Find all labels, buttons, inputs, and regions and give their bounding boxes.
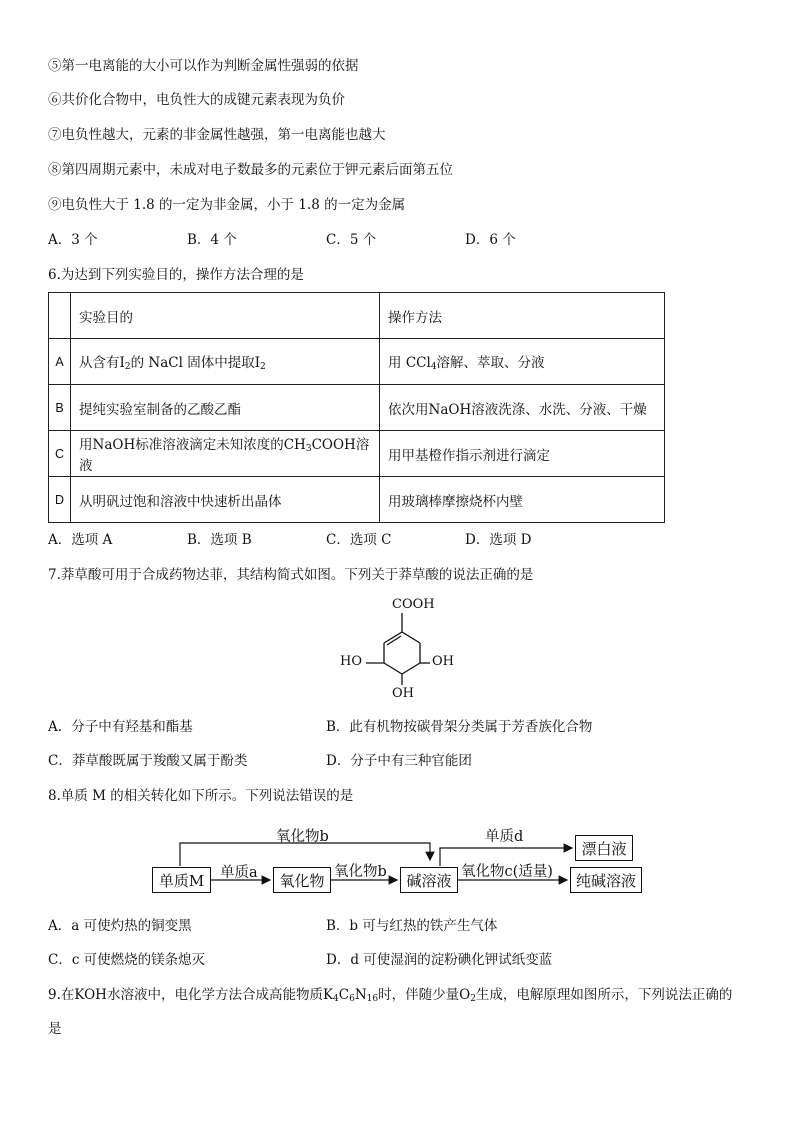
q6-option-a[interactable]: A．选项 A <box>48 532 113 548</box>
box-alkali: 碱溶液 <box>400 867 458 893</box>
q7-option-d[interactable]: D．分子中有三种官能团 <box>326 753 472 769</box>
q7-stem: 7.莽草酸可用于合成药物达菲，其结构简式如图。下列关于莽草酸的说法正确的是 <box>48 567 534 583</box>
table-header-aim: 实验目的 <box>71 293 380 339</box>
q9-stem: 9.在KOH水溶液中，电化学方法合成高能物质$K_4C_6N_{16}$时，伴随少量$O_2$生成，电解原理如图所示，下列说法正确的 <box>48 987 733 1004</box>
row-key: C <box>49 431 71 477</box>
box-oxide: 氧化物 <box>273 867 331 893</box>
statement-7: ⑦电负性越大，元素的非金属性越强，第一电离能也越大 <box>48 127 386 143</box>
label-c: 氧化物c(适量) <box>461 864 553 880</box>
ho-label: HO <box>340 654 362 669</box>
oh-label: OH <box>432 654 454 669</box>
arrow-oxide-b-top <box>180 843 430 866</box>
row-key: A <box>49 339 71 385</box>
q5-option-b[interactable]: B．4 个 <box>187 232 237 248</box>
q7-option-a[interactable]: A．分子中有羟基和酯基 <box>48 719 193 735</box>
q8-stem: 8.单质 M 的相关转化如下所示。下列说法错误的是 <box>48 788 354 804</box>
table-row <box>49 385 665 431</box>
q5-option-d[interactable]: D．6 个 <box>465 232 516 248</box>
table-header-method: 操作方法 <box>380 293 665 339</box>
row-key: B <box>49 385 71 431</box>
bond-ring <box>384 663 402 674</box>
q8-option-c[interactable]: C．c 可使燃烧的镁条熄灭 <box>48 952 206 968</box>
q8-option-d[interactable]: D．d 可使湿润的淀粉碘化钾试纸变蓝 <box>326 952 553 968</box>
row-method: 用玻璃棒摩擦烧杯内壁 <box>380 477 665 523</box>
box-bleach: 漂白液 <box>575 835 633 861</box>
q5-option-c[interactable]: C．5 个 <box>326 232 377 248</box>
q6-experiment-table <box>48 292 665 523</box>
row-aim: 从明矾过饱和溶液中快速析出晶体 <box>71 477 380 523</box>
row-aim: 用NaOH标准溶液滴定未知浓度的$CH_3COOH$溶液 <box>71 431 380 477</box>
oh-bottom-label: OH <box>392 686 414 701</box>
statement-9: ⑨电负性大于 1.8 的一定为非金属，小于 1.8 的一定为金属 <box>48 197 406 213</box>
bond-ring <box>402 663 420 674</box>
label-a: 单质a <box>220 865 258 881</box>
table-row <box>49 339 665 385</box>
q8-option-b[interactable]: B．b 可与红热的铁产生气体 <box>326 918 498 934</box>
box-soda: 纯碱溶液 <box>570 867 642 893</box>
row-method: 依次用NaOH溶液洗涤、水洗、分液、干燥 <box>380 385 665 431</box>
q6-option-c[interactable]: C．选项 C <box>326 532 392 548</box>
row-method: 用 CCl$_4$溶解、萃取、分液 <box>380 339 665 385</box>
label-oxide-b: 氧化物b <box>334 864 387 880</box>
cooh-label: COOH <box>392 597 435 612</box>
label-d: 单质d <box>485 829 524 845</box>
row-aim: 提纯实验室制备的乙酸乙酯 <box>71 385 380 431</box>
table-row <box>49 431 665 477</box>
shikimic-acid-structure <box>330 595 470 705</box>
table-header-row <box>49 293 665 339</box>
row-aim: 从含有$I_2$的 NaCl 固体中提取$I_2$ <box>71 339 380 385</box>
q9-stem-line2: 是 <box>48 1021 62 1037</box>
q8-option-a[interactable]: A．a 可使灼热的铜变黑 <box>48 918 192 934</box>
q7-option-b[interactable]: B．此有机物按碳骨架分类属于芳香族化合物 <box>326 719 593 735</box>
q6-option-b[interactable]: B．选项 B <box>187 532 252 548</box>
bond-ring <box>402 632 420 643</box>
label-oxide-b-top: 氧化物b <box>276 829 329 845</box>
q7-option-c[interactable]: C．莽草酸既属于羧酸又属于酚类 <box>48 753 248 769</box>
q6-option-d[interactable]: D．选项 D <box>465 532 532 548</box>
box-m: 单质M <box>152 867 211 893</box>
statement-6: ⑥共价化合物中，电负性大的成键元素表现为负价 <box>48 92 345 108</box>
q5-option-a[interactable]: A．3 个 <box>48 232 98 248</box>
q6-stem: 6.为达到下列实验目的，操作方法合理的是 <box>48 267 304 283</box>
table-row <box>49 477 665 523</box>
statement-5: ⑤第一电离能的大小可以作为判断金属性强弱的依据 <box>48 58 359 74</box>
statement-8: ⑧第四周期元素中，未成对电子数最多的元素位于钾元素后面第五位 <box>48 162 453 178</box>
conversion-diagram <box>150 824 650 900</box>
row-key: D <box>49 477 71 523</box>
table-cell-empty <box>49 293 71 339</box>
row-method: 用甲基橙作指示剂进行滴定 <box>380 431 665 477</box>
